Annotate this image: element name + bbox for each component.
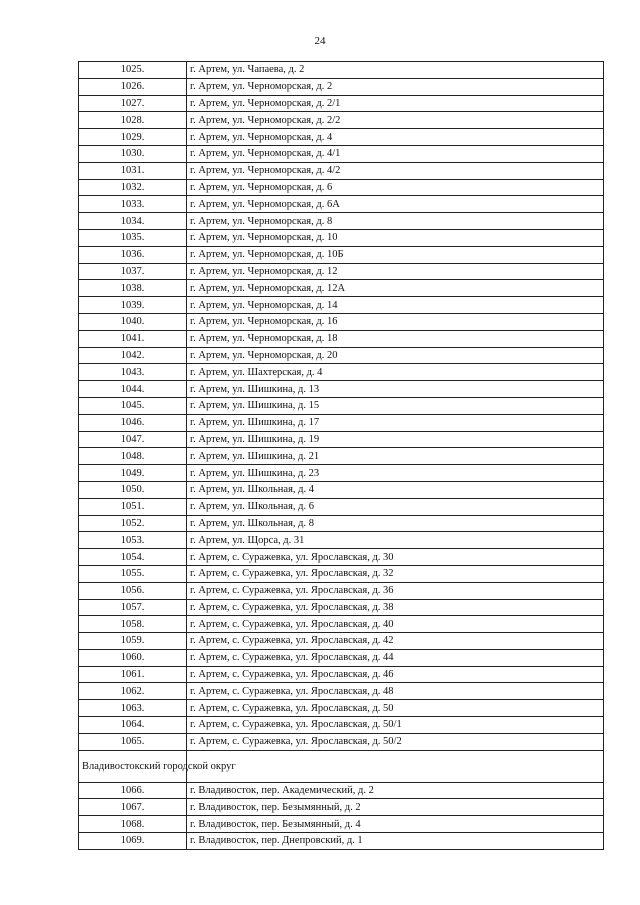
address-table-body-vladivostok [79,782,604,849]
row-address: г. Владивосток, пер. Академический, д. 2 [187,782,604,799]
table-row [79,481,604,498]
table-row [79,666,604,683]
row-address: г. Артем, ул. Шишкина, д. 23 [187,465,604,482]
row-number: 1040. [79,313,187,330]
row-address: г. Владивосток, пер. Безымянный, д. 4 [187,816,604,833]
row-address: г. Артем, ул. Черноморская, д. 16 [187,313,604,330]
table-row [79,62,604,79]
row-number: 1049. [79,465,187,482]
row-address: г. Артем, ул. Черноморская, д. 20 [187,347,604,364]
row-address: г. Владивосток, пер. Днепровский, д. 1 [187,833,604,850]
row-number: 1030. [79,145,187,162]
row-address: г. Артем, ул. Черноморская, д. 10 [187,229,604,246]
table-row [79,782,604,799]
table-row [79,145,604,162]
row-number: 1025. [79,62,187,79]
table-row [79,196,604,213]
row-number: 1032. [79,179,187,196]
address-table [78,61,604,850]
row-address: г. Артем, с. Суражевка, ул. Ярославская, д. 50/1 [187,717,604,734]
row-number: 1063. [79,700,187,717]
row-address: г. Артем, ул. Черноморская, д. 4/1 [187,145,604,162]
table-row [79,599,604,616]
table-row [79,414,604,431]
table-row [79,833,604,850]
row-address: г. Артем, ул. Чапаева, д. 2 [187,62,604,79]
row-address: г. Артем, с. Суражевка, ул. Ярославская, д. 30 [187,549,604,566]
row-number: 1053. [79,532,187,549]
row-address: г. Артем, с. Суражевка, ул. Ярославская, д. 42 [187,633,604,650]
table-row [79,498,604,515]
row-address: г. Артем, ул. Черноморская, д. 2/2 [187,112,604,129]
row-address: г. Артем, ул. Шахтерская, д. 4 [187,364,604,381]
table-row [79,733,604,750]
table-row [79,179,604,196]
table-row [79,229,604,246]
table-row [79,683,604,700]
table-row [79,213,604,230]
row-number: 1051. [79,498,187,515]
table-row [79,263,604,280]
table-row [79,816,604,833]
row-number: 1031. [79,162,187,179]
row-number: 1066. [79,782,187,799]
row-number: 1043. [79,364,187,381]
address-table-body-artem [79,62,604,751]
row-address: г. Артем, с. Суражевка, ул. Ярославская, д. 38 [187,599,604,616]
row-number: 1028. [79,112,187,129]
row-number: 1057. [79,599,187,616]
row-number: 1067. [79,799,187,816]
row-address: г. Артем, ул. Школьная, д. 6 [187,498,604,515]
section-row [79,750,604,782]
row-number: 1042. [79,347,187,364]
row-number: 1037. [79,263,187,280]
row-number: 1058. [79,616,187,633]
row-address: г. Артем, ул. Щорса, д. 31 [187,532,604,549]
table-row [79,330,604,347]
row-number: 1041. [79,330,187,347]
row-number: 1061. [79,666,187,683]
table-row [79,162,604,179]
table-row [79,649,604,666]
row-address: г. Артем, ул. Черноморская, д. 6А [187,196,604,213]
row-address: г. Артем, ул. Шишкина, д. 19 [187,431,604,448]
row-number: 1033. [79,196,187,213]
row-address: г. Артем, ул. Черноморская, д. 18 [187,330,604,347]
table-row [79,549,604,566]
section-empty-cell [187,750,604,782]
row-number: 1062. [79,683,187,700]
row-address: г. Артем, ул. Черноморская, д. 12 [187,263,604,280]
row-number: 1047. [79,431,187,448]
section-group [79,750,604,782]
table-row [79,246,604,263]
section-label: Владивостокский городской округ [79,750,187,782]
table-row [79,397,604,414]
row-number: 1068. [79,816,187,833]
row-address: г. Владивосток, пер. Безымянный, д. 2 [187,799,604,816]
table-row [79,565,604,582]
row-number: 1048. [79,448,187,465]
row-address: г. Артем, ул. Черноморская, д. 2/1 [187,95,604,112]
row-number: 1027. [79,95,187,112]
row-number: 1056. [79,582,187,599]
table-row [79,129,604,146]
row-address: г. Артем, с. Суражевка, ул. Ярославская, д. 48 [187,683,604,700]
row-number: 1046. [79,414,187,431]
table-row [79,381,604,398]
row-number: 1065. [79,733,187,750]
table-row [79,297,604,314]
row-number: 1052. [79,515,187,532]
table-row [79,465,604,482]
table-row [79,95,604,112]
row-number: 1060. [79,649,187,666]
row-address: г. Артем, с. Суражевка, ул. Ярославская, д. 44 [187,649,604,666]
row-address: г. Артем, ул. Школьная, д. 4 [187,481,604,498]
row-number: 1054. [79,549,187,566]
row-number: 1064. [79,717,187,734]
row-number: 1044. [79,381,187,398]
table-row [79,616,604,633]
table-row [79,313,604,330]
row-number: 1045. [79,397,187,414]
row-number: 1059. [79,633,187,650]
row-address: г. Артем, ул. Черноморская, д. 4/2 [187,162,604,179]
row-address: г. Артем, ул. Шишкина, д. 13 [187,381,604,398]
table-row [79,431,604,448]
table-row [79,532,604,549]
row-number: 1026. [79,78,187,95]
table-row [79,582,604,599]
row-address: г. Артем, ул. Черноморская, д. 8 [187,213,604,230]
table-row [79,280,604,297]
row-number: 1036. [79,246,187,263]
table-row [79,799,604,816]
table-row [79,347,604,364]
row-address: г. Артем, ул. Черноморская, д. 10Б [187,246,604,263]
row-number: 1034. [79,213,187,230]
row-address: г. Артем, ул. Черноморская, д. 2 [187,78,604,95]
row-address: г. Артем, ул. Шишкина, д. 15 [187,397,604,414]
row-number: 1039. [79,297,187,314]
row-address: г. Артем, ул. Черноморская, д. 14 [187,297,604,314]
row-address: г. Артем, ул. Шишкина, д. 17 [187,414,604,431]
row-address: г. Артем, ул. Школьная, д. 8 [187,515,604,532]
row-number: 1055. [79,565,187,582]
table-row [79,717,604,734]
row-number: 1029. [79,129,187,146]
table-row [79,448,604,465]
row-address: г. Артем, ул. Черноморская, д. 6 [187,179,604,196]
table-row [79,515,604,532]
table-row [79,112,604,129]
row-address: г. Артем, с. Суражевка, ул. Ярославская, д. 32 [187,565,604,582]
table-row [79,78,604,95]
table-row [79,633,604,650]
row-address: г. Артем, с. Суражевка, ул. Ярославская, д. 50/2 [187,733,604,750]
row-number: 1035. [79,229,187,246]
row-number: 1069. [79,833,187,850]
page-number: 24 [314,35,326,47]
row-address: г. Артем, с. Суражевка, ул. Ярославская, д. 40 [187,616,604,633]
row-address: г. Артем, ул. Шишкина, д. 21 [187,448,604,465]
row-address: г. Артем, ул. Черноморская, д. 4 [187,129,604,146]
table-row [79,364,604,381]
row-address: г. Артем, с. Суражевка, ул. Ярославская, д. 46 [187,666,604,683]
row-address: г. Артем, с. Суражевка, ул. Ярославская, д. 36 [187,582,604,599]
row-address: г. Артем, с. Суражевка, ул. Ярославская, д. 50 [187,700,604,717]
table-row [79,700,604,717]
row-address: г. Артем, ул. Черноморская, д. 12А [187,280,604,297]
row-number: 1038. [79,280,187,297]
row-number: 1050. [79,481,187,498]
